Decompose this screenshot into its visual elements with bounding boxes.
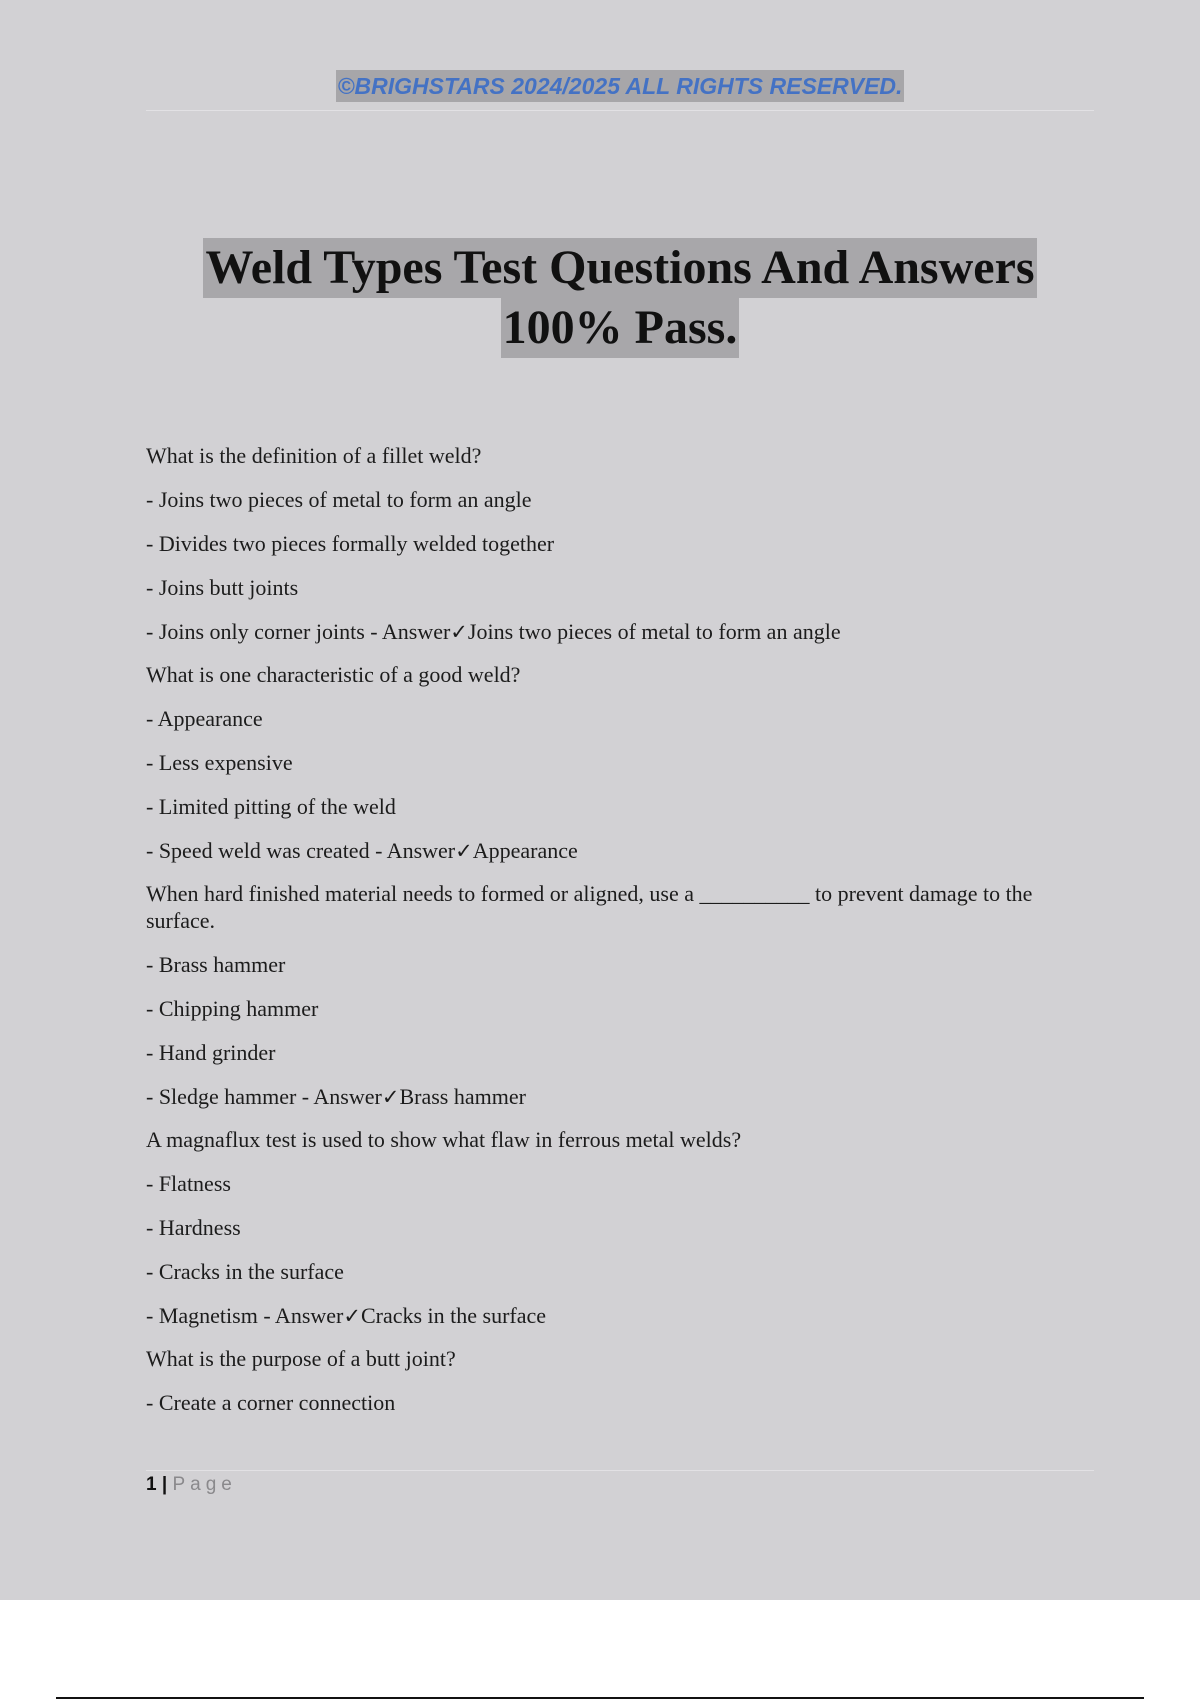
answer-line (146, 837, 1094, 865)
question-text: What is one characteristic of a good weld? (146, 662, 521, 687)
answer-line (146, 1302, 1094, 1330)
page-footer (146, 1474, 237, 1496)
question-text: What is the purpose of a butt joint? (146, 1346, 456, 1371)
footer-rule (146, 1470, 1094, 1471)
answer-text: Joins two pieces of metal to form an angle (467, 619, 841, 644)
page-label: Page (172, 1474, 237, 1495)
answer-text: Cracks in the surface (360, 1303, 547, 1328)
answer-text: Appearance (472, 838, 578, 863)
option-text: - Hardness (146, 1215, 241, 1240)
page-header (146, 70, 1094, 102)
answer-line (146, 1083, 1094, 1111)
option-text: - Limited pitting of the weld (146, 794, 396, 819)
option-text: - Cracks in the surface (146, 1259, 344, 1284)
option-text: - Flatness (146, 1171, 231, 1196)
question-list (146, 442, 1094, 1433)
option-text: - Sledge hammer - Answer (146, 1084, 382, 1109)
option-text: - Chipping hammer (146, 996, 319, 1021)
page-number: 1 (146, 1474, 157, 1495)
option-text: - Divides two pieces formally welded together (146, 531, 555, 556)
title-line-1: Weld Types Test Questions And Answers (203, 238, 1036, 298)
option-text: - Hand grinder (146, 1040, 276, 1065)
checkmark-icon: ✓ (343, 1304, 361, 1328)
checkmark-icon: ✓ (381, 1085, 400, 1109)
option-text: - Joins butt joints (146, 575, 299, 600)
checkmark-icon: ✓ (455, 839, 473, 863)
option-text: - Speed weld was created - Answer (146, 838, 456, 863)
option-text: - Joins only corner joints - Answer (146, 619, 451, 644)
header-rule (146, 110, 1094, 111)
option-text: - Create a corner connection (146, 1390, 396, 1415)
page-separator: | (161, 1474, 168, 1495)
title-line-2: 100% Pass. (501, 298, 740, 358)
option-text: - Brass hammer (146, 952, 286, 977)
question-text: What is the definition of a fillet weld? (146, 443, 482, 468)
question-text: A magnaflux test is used to show what flaw in ferrous metal welds? (146, 1127, 742, 1152)
bottom-divider (56, 1697, 1144, 1699)
answer-text: Brass hammer (399, 1084, 526, 1109)
question-text: When hard finished material needs to formed or aligned, use a __________ to prevent damage to the surface. (146, 881, 1033, 933)
copyright-notice: ©BRIGHSTARS 2024/2025 ALL RIGHTS RESERVED. (336, 70, 905, 102)
option-text: - Appearance (146, 706, 263, 731)
option-text: - Joins two pieces of metal to form an angle (146, 487, 532, 512)
option-text: - Less expensive (146, 750, 293, 775)
document-title (146, 238, 1094, 358)
option-text: - Magnetism - Answer (146, 1303, 344, 1328)
checkmark-icon: ✓ (450, 620, 468, 644)
answer-line (146, 618, 1094, 646)
